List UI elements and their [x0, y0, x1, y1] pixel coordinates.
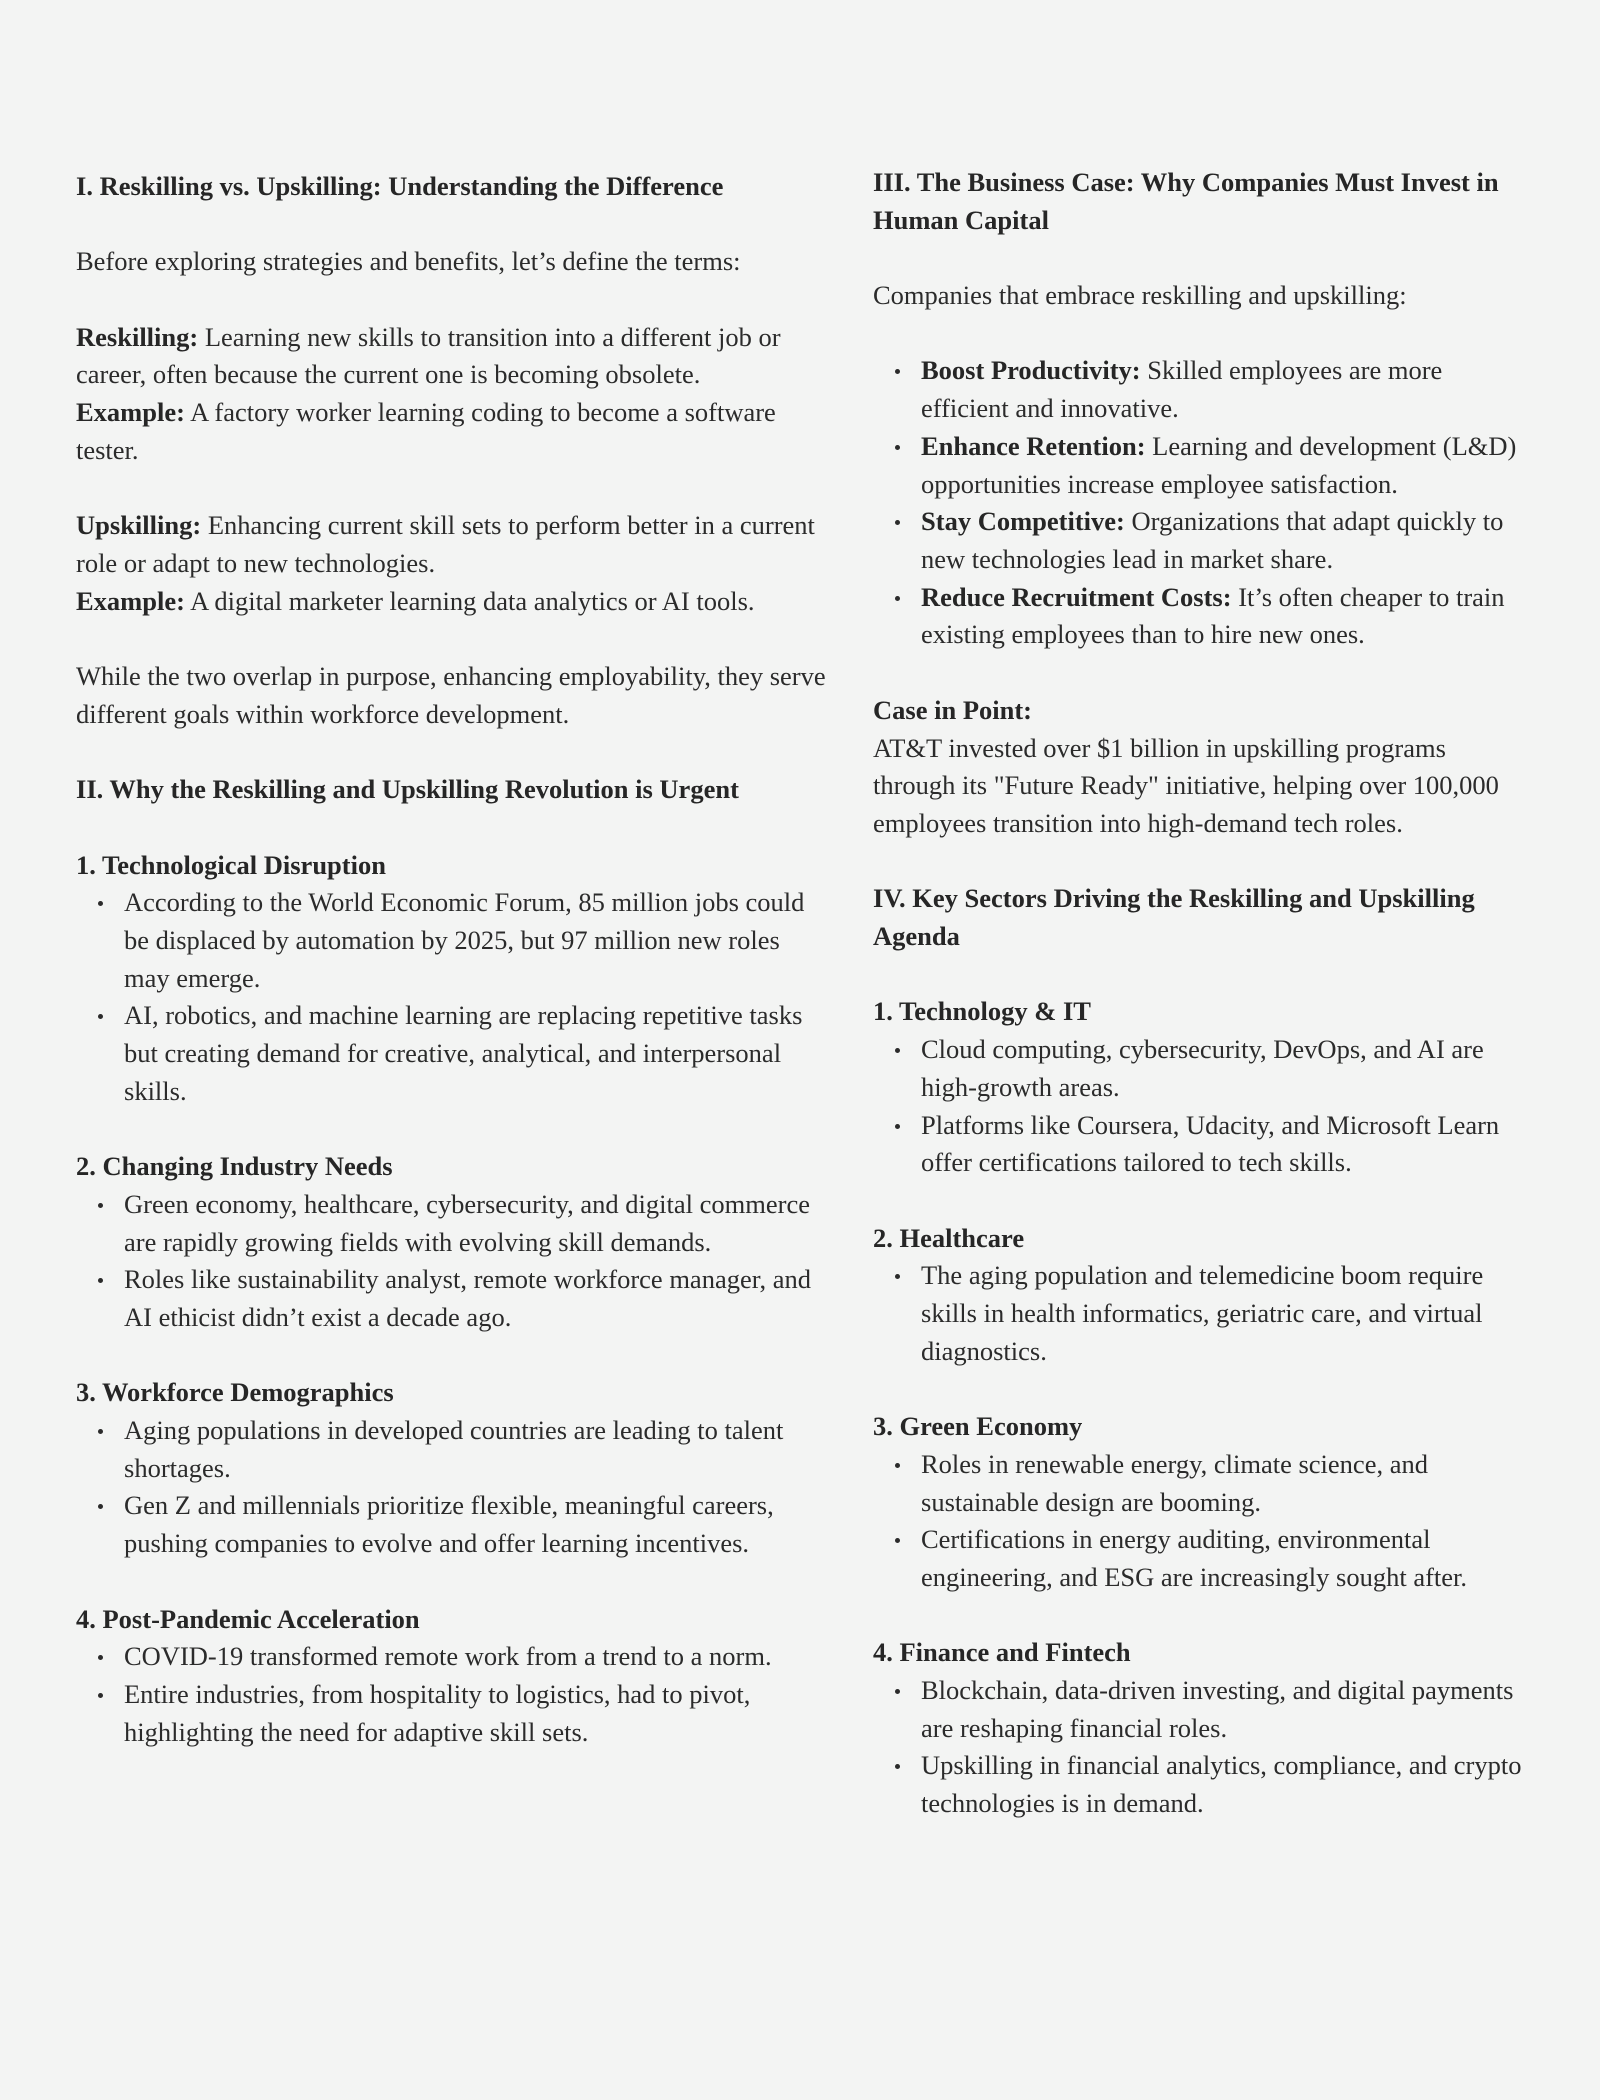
section-1-intro: Before exploring strategies and benefits, let’s define the terms:: [76, 246, 741, 277]
list-item: [921, 428, 1533, 503]
benefit-term: Boost Productivity:: [921, 355, 1141, 386]
bullet-list: [873, 1672, 1533, 1823]
subsection-technological-disruption: [76, 847, 828, 1111]
list-item: Roles in renewable energy, climate science, and sustainable design are booming.: [921, 1446, 1533, 1521]
list-item: Cloud computing, cybersecurity, DevOps, and AI are high-growth areas.: [921, 1031, 1533, 1106]
section-3-intro: Companies that embrace reskilling and upskilling:: [873, 280, 1407, 311]
section-2-title: II. Why the Reskilling and Upskilling Revolution is Urgent: [76, 774, 739, 805]
benefit-term: Stay Competitive:: [921, 506, 1125, 537]
bullet-list: [76, 1186, 828, 1337]
benefit-text: Skilled employees are more efficient and innovative.: [921, 355, 1443, 424]
reskilling-text: Learning new skills to transition into a different job or career, often because the current one is becoming obsolete.: [76, 321, 781, 390]
section-1-closing: While the two overlap in purpose, enhancing employability, they serve different goals within workforce development.: [76, 661, 826, 729]
sector-title: 1. Technology & IT: [873, 996, 1091, 1027]
sector-title: 3. Green Economy: [873, 1411, 1083, 1442]
reskilling-term: Reskilling:: [76, 321, 199, 352]
list-item: Upskilling in financial analytics, compliance, and crypto technologies is in demand.: [921, 1747, 1533, 1822]
list-item: Entire industries, from hospitality to logistics, had to pivot, highlighting the need for adaptive skill sets.: [124, 1676, 828, 1751]
list-item: Roles like sustainability analyst, remote workforce manager, and AI ethicist didn’t exist a decade ago.: [124, 1261, 828, 1336]
upskilling-text: Enhancing current skill sets to perform better in a current role or adapt to new technologies.: [76, 510, 815, 578]
list-item: Green economy, healthcare, cybersecurity, and digital commerce are rapidly growing fields with evolving skill demands.: [124, 1186, 828, 1261]
list-item: The aging population and telemedicine boom require skills in health informatics, geriatric care, and virtual diagnostics.: [921, 1257, 1533, 1370]
subsection-post-pandemic-acceleration: [76, 1601, 828, 1752]
bullet-list: [873, 1031, 1533, 1182]
reskilling-example-label: Example:: [76, 397, 185, 428]
sector-finance-fintech: [873, 1634, 1533, 1823]
upskilling-example-text: A digital marketer learning data analytics or AI tools.: [184, 585, 755, 616]
section-3-title: III. The Business Case: Why Companies Must Invest in Human Capital: [873, 167, 1499, 235]
sector-title: 4. Finance and Fintech: [873, 1637, 1131, 1668]
upskilling-example-label: Example:: [76, 585, 185, 616]
list-item: Gen Z and millennials prioritize flexible, meaningful careers, pushing companies to evolve and offer learning incentives.: [124, 1487, 828, 1562]
sector-title: 2. Healthcare: [873, 1222, 1025, 1253]
sector-healthcare: [873, 1220, 1533, 1371]
benefit-term: Reduce Recruitment Costs:: [921, 581, 1232, 612]
reskilling-example-text: A factory worker learning coding to become a software tester.: [76, 397, 776, 465]
subsection-changing-industry-needs: [76, 1148, 828, 1337]
reskilling-definition: [76, 319, 828, 394]
right-column: [873, 164, 1533, 1823]
list-item: Platforms like Coursera, Udacity, and Microsoft Learn offer certifications tailored to tech skills.: [921, 1107, 1533, 1182]
sector-green-economy: [873, 1408, 1533, 1597]
benefit-text: Organizations that adapt quickly to new technologies lead in market share.: [921, 506, 1504, 574]
case-in-point-title: Case in Point:: [873, 694, 1032, 725]
benefit-text: It’s often cheaper to train existing employees than to hire new ones.: [921, 581, 1505, 650]
list-item: AI, robotics, and machine learning are replacing repetitive tasks but creating demand for creative, analytical, and interpersonal skills.: [124, 997, 828, 1110]
list-item: [921, 503, 1533, 578]
upskilling-example: [76, 583, 828, 621]
list-item: COVID-19 transformed remote work from a trend to a norm.: [124, 1638, 828, 1676]
bullet-list: [76, 1412, 828, 1563]
bullet-list: [873, 1446, 1533, 1597]
benefits-list: [873, 352, 1533, 654]
upskilling-term: Upskilling:: [76, 510, 202, 541]
section-1-title: I. Reskilling vs. Upskilling: Understanding the Difference: [76, 171, 724, 201]
subsection-workforce-demographics: [76, 1374, 828, 1563]
bullet-list: [873, 1257, 1533, 1370]
list-item: According to the World Economic Forum, 85 million jobs could be displaced by automation by 2025, but 97 million new roles may emerge.: [124, 884, 828, 997]
left-column: [76, 168, 828, 1751]
list-item: Blockchain, data-driven investing, and digital payments are reshaping financial roles.: [921, 1672, 1533, 1747]
subsection-title: 2. Changing Industry Needs: [76, 1151, 393, 1182]
bullet-list: [76, 1638, 828, 1751]
list-item: [921, 352, 1533, 427]
upskilling-definition: [76, 507, 828, 582]
benefit-term: Enhance Retention:: [921, 430, 1146, 461]
benefit-text: Learning and development (L&D) opportunities increase employee satisfaction.: [921, 430, 1517, 499]
list-item: Aging populations in developed countries are leading to talent shortages.: [124, 1412, 828, 1487]
list-item: [921, 579, 1533, 654]
subsection-title: 4. Post-Pandemic Acceleration: [76, 1603, 420, 1634]
section-4-title: IV. Key Sectors Driving the Reskilling and Upskilling Agenda: [873, 883, 1475, 951]
bullet-list: [76, 884, 828, 1110]
subsection-title: 3. Workforce Demographics: [76, 1377, 394, 1408]
list-item: Certifications in energy auditing, environmental engineering, and ESG are increasingly sought after.: [921, 1521, 1533, 1596]
sector-technology: [873, 993, 1533, 1182]
subsection-title: 1. Technological Disruption: [76, 849, 386, 880]
reskilling-example: [76, 394, 828, 469]
case-in-point-text: AT&T invested over $1 billion in upskilling programs through its "Future Ready" initiative, helping over 100,000 employees transition into high-demand tech roles.: [873, 732, 1499, 838]
